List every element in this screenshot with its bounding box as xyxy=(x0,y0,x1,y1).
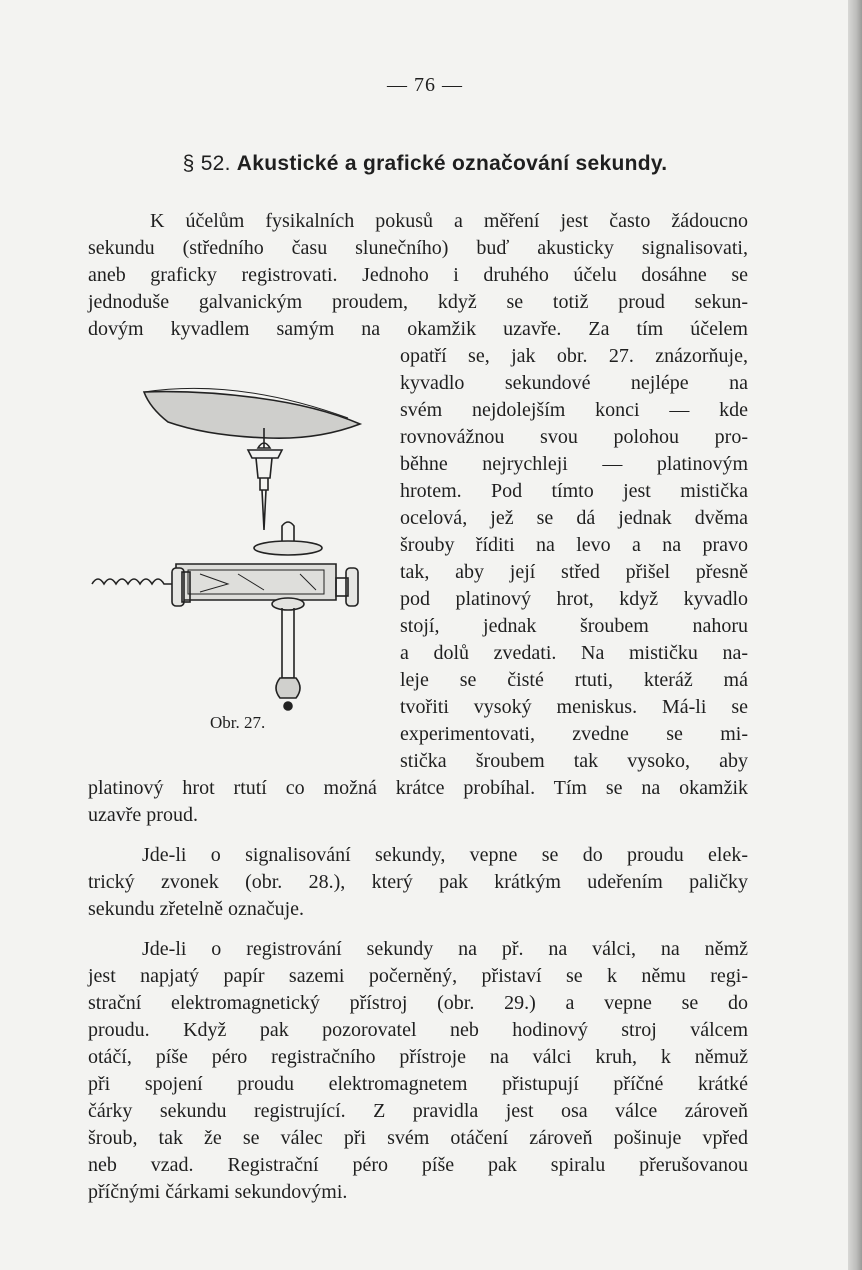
pendulum-illustration xyxy=(88,378,378,738)
text-line: opatří se, jak obr. 27. znázorňuje, xyxy=(400,345,748,367)
text-line: Jde-li o registrování sekundy na př. na válci, na němž xyxy=(142,938,748,960)
section-heading xyxy=(0,152,850,176)
text-line: K účelům fysikalních pokusů a měření jest často žádoucno xyxy=(150,210,748,232)
figure-caption: Obr. 27. xyxy=(210,713,266,732)
text-line: Jde-li o signalisování sekundy, vepne se do proudu elek- xyxy=(142,844,748,866)
text-line: stojí, jednak šroubem nahoru xyxy=(400,615,748,637)
text-line: trický zvonek (obr. 28.), který pak krátkým udeřením paličky xyxy=(88,871,748,893)
text-line: jest napjatý papír sazemi počerněný, přistaví se k němu regi- xyxy=(88,965,748,987)
text-line: svém nejdolejším konci — kde xyxy=(400,399,748,421)
text-line: leje se čisté rtuti, kteráž má xyxy=(400,669,748,691)
text-line: proudu. Když pak pozorovatel neb hodinový stroj válcem xyxy=(88,1019,748,1041)
text-line: platinový hrot rtutí co možná krátce probíhal. Tím se na okamžik xyxy=(88,777,748,799)
text-line: dovým kyvadlem samým na okamžik uzavře. Za tím účelem xyxy=(88,318,748,340)
text-line: čárky sekundu registrující. Z pravidla jest osa válce zároveň xyxy=(88,1100,748,1122)
text-line: otáčí, píše péro registračního přístroje na válci kruh, k němuž xyxy=(88,1046,748,1068)
text-line: experimentovati, zvedne se mi- xyxy=(400,723,748,745)
text-line: ocelová, jež se dá jednak dvěma xyxy=(400,507,748,529)
text-line: stička šroubem tak vysoko, aby xyxy=(400,750,748,772)
page-number: — 76 — xyxy=(387,74,463,96)
text-line: jednoduše galvanickým proudem, když se totiž proud sekun- xyxy=(88,291,748,313)
text-line: strační elektromagnetický přístroj (obr. 29.) a vepne se do xyxy=(88,992,748,1014)
text-line: kyvadlo sekundové nejlépe na xyxy=(400,372,748,394)
text-line: neb vzad. Registrační péro píše pak spiralu přerušovanou xyxy=(88,1154,748,1176)
section-symbol: § 52. xyxy=(182,152,231,175)
text-line: při spojení proudu elektromagnetem přistupují příčné krátké xyxy=(88,1073,748,1095)
text-line: příčnými čárkami sekundovými. xyxy=(88,1181,348,1203)
text-line: hrotem. Pod tímto jest mistička xyxy=(400,480,748,502)
text-line: a dolů zvedati. Na mističku na- xyxy=(400,642,748,664)
text-line: rovnovážnou svou polohou pro- xyxy=(400,426,748,448)
text-line: šroub, tak že se válec při svém otáčení zároveň pošinuje vpřed xyxy=(88,1127,748,1149)
text-line: běhne nejrychleji — platinovým xyxy=(400,453,748,475)
text-line: sekundu zřetelně označuje. xyxy=(88,898,305,920)
text-line: pod platinový hrot, když kyvadlo xyxy=(400,588,748,610)
text-line: tak, aby její střed přišel přesně xyxy=(400,561,748,583)
text-line: uzavře proud. xyxy=(88,804,198,826)
page-edge xyxy=(848,0,862,1270)
text-line: tvořiti vysoký meniskus. Má-li se xyxy=(400,696,748,718)
text-line: sekundu (středního času slunečního) buď akusticky signalisovati, xyxy=(88,237,748,259)
section-title: Akustické a grafické označování sekundy. xyxy=(236,152,668,175)
text-line: aneb graficky registrovati. Jednoho i druhého účelu dosáhne se xyxy=(88,264,748,286)
text-line: šrouby říditi na levo a na pravo xyxy=(400,534,748,556)
